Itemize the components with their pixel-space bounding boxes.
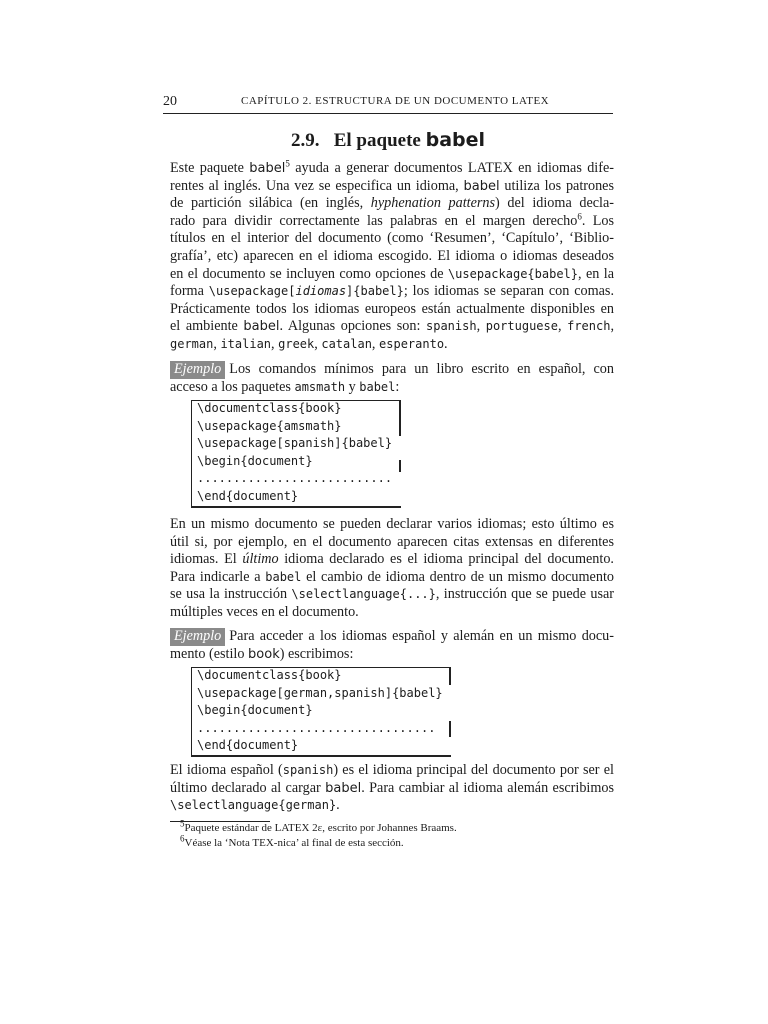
code-inline: \usepackage{babel} xyxy=(447,266,578,281)
text-line: grafía’, etc) aparecen en el idioma escogido. El idioma o idiomas deseados xyxy=(170,247,614,264)
code-line: \end{document} xyxy=(197,488,299,503)
running-title: CAPÍTULO 2. ESTRUCTURA DE UN DOCUMENTO LATEX xyxy=(241,95,550,107)
footnote-text: Véase la ‘Nota TEX-nica’ al final de esta sección. xyxy=(184,837,404,849)
code-line: \end{document} xyxy=(197,738,299,752)
language-option: portuguese xyxy=(485,319,558,334)
text-line: Ejemplo Los comandos mínimos para un libro escrito en español, con xyxy=(170,361,614,379)
code-inline: \selectlanguage{...} xyxy=(291,587,436,602)
text-line: Prácticamente todos los idiomas europeos están actualmente disponibles en xyxy=(170,300,614,317)
text-line: en el documento se incluyen como opciones de \usepackage{babel}, en la xyxy=(170,265,614,282)
text-line: múltiples veces en el documento. xyxy=(170,603,359,620)
code-line: \usepackage{amsmath} xyxy=(197,418,342,433)
code-inline: \usepackage[ xyxy=(208,284,296,299)
text-line: \selectlanguage{german}. xyxy=(170,797,340,814)
language-option: german xyxy=(170,336,214,351)
section-number: 2.9. xyxy=(290,130,320,151)
book-keyword: book xyxy=(248,646,280,662)
code-line: \usepackage[german,spanish]{babel} xyxy=(197,685,443,700)
text-line: rado para dividir correctamente las palabras en el margen derecho$^6$. Los xyxy=(170,211,614,229)
text-line: mento (estilo book) escribimos: xyxy=(170,645,354,662)
code-inline: babel xyxy=(359,379,396,394)
language-option: spanish xyxy=(426,319,477,334)
code-inline: babel xyxy=(265,569,302,584)
text-line: german, italian, greek, catalan, esperanto. xyxy=(170,335,448,352)
footnote-ref: 6 xyxy=(577,211,582,222)
text-line: rentes al inglés. Una vez se especifica un idioma, babel utiliza los patrones xyxy=(170,177,615,194)
code-box-example-2 xyxy=(191,667,451,757)
paragraph-selectlanguage xyxy=(170,762,614,815)
code-inline-italic: idiomas xyxy=(295,284,347,299)
text-line: útil si, por ejemplo, en el documento aparecen citas extensas en diferentes xyxy=(170,533,614,550)
code-line: \documentclass{book} xyxy=(197,668,342,682)
footnote-mark: 5 xyxy=(180,818,185,829)
babel-keyword: babel xyxy=(243,319,280,335)
text-line: se usa la instrucción \selectlanguage{...}, instrucción que se puede usar xyxy=(170,586,615,603)
running-header xyxy=(163,93,613,111)
ejemplo-badge: Ejemplo xyxy=(170,628,225,646)
text-line: forma \usepackage[idiomas]{babel}; los idiomas se separan con comas. xyxy=(170,283,614,300)
code-line: ................................. xyxy=(197,720,436,735)
code-line: \begin{document} xyxy=(197,453,313,468)
example-1-text xyxy=(170,361,614,396)
language-option: french xyxy=(567,319,611,334)
babel-keyword: babel xyxy=(249,161,286,176)
code-line: \documentclass{book} xyxy=(197,401,342,415)
code-line: \usepackage[spanish]{babel} xyxy=(197,436,393,450)
section-title-text: El paquete xyxy=(333,130,421,151)
text-line: Este paquete babel$^5$ ayuda a generar documentos LATEX en idiomas dife- xyxy=(170,158,614,176)
text-line: Para indicarle a babel el cambio de idioma dentro de un mismo documento xyxy=(170,568,614,585)
footnote-text: Paquete estándar de LATEX 2ε, escrito por Johannes Braams. xyxy=(184,822,457,834)
code-line: \begin{document} xyxy=(197,703,313,717)
section-title-keyword: babel xyxy=(425,129,486,151)
text-line: títulos en el interior del documento (como ‘Resumen’, ‘Capítulo’, ‘Biblio- xyxy=(170,230,614,247)
text-line: el ambiente babel. Algunas opciones son: spanish, portuguese, french, xyxy=(170,318,615,335)
footnote-ref: 5 xyxy=(285,158,290,169)
babel-keyword: babel xyxy=(325,780,362,796)
code-inline: amsmath xyxy=(294,379,346,394)
code-box-example-1 xyxy=(191,400,401,508)
ejemplo-badge: Ejemplo xyxy=(170,361,225,379)
italic-term: hyphenation patterns xyxy=(370,195,496,212)
language-option: esperanto xyxy=(379,336,445,351)
footnote-6 xyxy=(180,833,404,849)
text-line: de partición silábica (en inglés, hyphenation patterns) del idioma decla- xyxy=(170,195,615,212)
page-number: 20 xyxy=(163,94,177,109)
text-line: Ejemplo Para acceder a los idiomas español y alemán en un mismo docu- xyxy=(170,628,614,646)
babel-keyword: babel xyxy=(463,178,500,194)
code-inline: spanish xyxy=(282,763,334,777)
language-option: greek xyxy=(278,336,315,351)
language-option: catalan xyxy=(321,336,372,351)
code-line: ........................... xyxy=(197,471,393,485)
text-line: acceso a los paquetes amsmath y babel: xyxy=(170,378,400,395)
paragraph-intro xyxy=(170,160,614,354)
code-inline: \selectlanguage{german} xyxy=(170,798,337,813)
language-option: italian xyxy=(220,336,272,351)
section-title xyxy=(163,129,613,152)
footnote-5 xyxy=(180,818,457,834)
paragraph-multilang xyxy=(170,516,614,622)
text-line: En un mismo documento se pueden declarar varios idiomas; esto último es xyxy=(170,516,614,532)
text-line: último declarado al cargar babel. Para cambiar al idioma alemán escribimos xyxy=(170,779,615,796)
header-rule xyxy=(163,113,613,114)
italic-term: último xyxy=(242,551,279,568)
text-line: idiomas. El último idioma declarado es el idioma principal del documento. xyxy=(170,551,614,568)
code-inline: ]{babel} xyxy=(346,284,404,299)
example-2-text xyxy=(170,628,614,663)
text-line: El idioma español (spanish) es el idioma principal del documento por ser el xyxy=(170,762,614,778)
footnote-mark: 6 xyxy=(180,833,185,844)
